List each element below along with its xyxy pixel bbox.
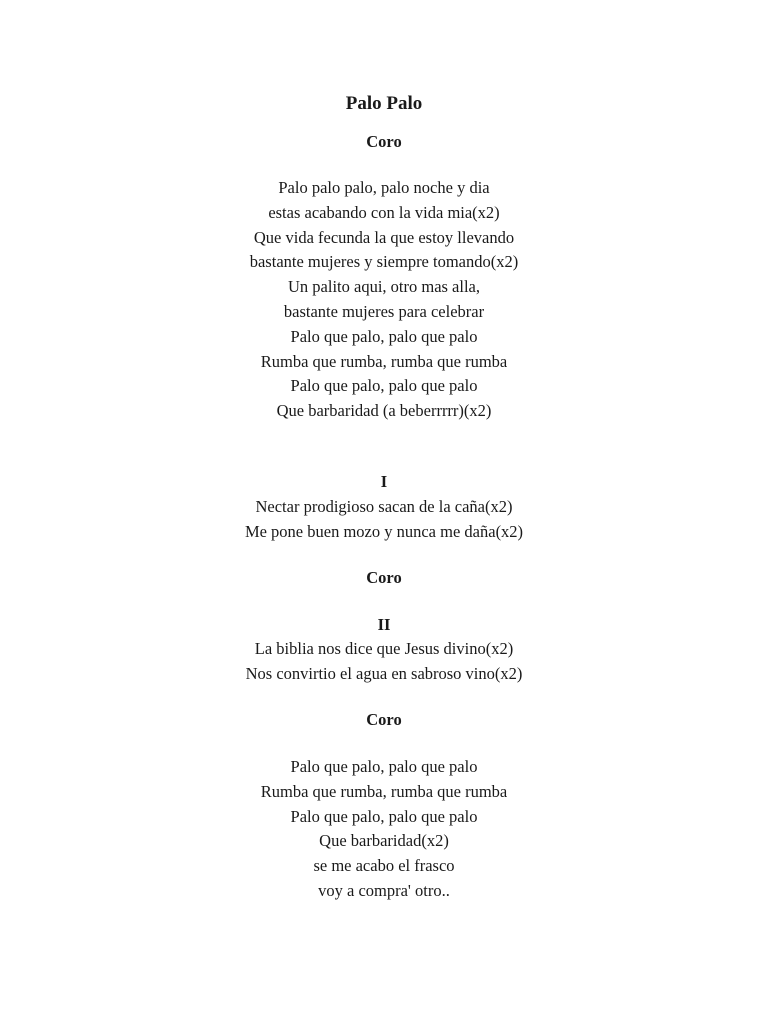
lyric-line: voy a compra' otro.. — [318, 880, 450, 900]
lyric-line: Palo que palo, palo que palo — [290, 376, 478, 396]
lyric-line: Nectar prodigioso sacan de la caña(x2) — [255, 497, 513, 516]
lyric-line: bastante mujeres para celebrar — [283, 301, 485, 321]
lyric-line: bastante mujeres y siempre tomando(x2) — [249, 252, 519, 272]
lyric-line: Que vida fecunda la que estoy llevando — [253, 227, 515, 247]
lyric-line: estas acabando con la vida mia(x2) — [268, 202, 500, 222]
section-heading-verse-1: I — [380, 472, 388, 491]
lyric-line: Palo palo palo, palo noche y dia — [278, 178, 490, 197]
lyric-line: Un palito aqui, otro mas alla, — [288, 277, 480, 297]
stanza-verse-1-lyrics — [0, 495, 768, 545]
stanza-closing-lyrics — [0, 755, 768, 904]
section-heading-verse-2: II — [377, 615, 391, 634]
lyric-line: Que barbaridad(x2) — [319, 831, 449, 851]
lyric-line: Palo que palo, palo que palo — [290, 806, 478, 826]
stanza-coro-lyrics — [0, 176, 768, 424]
lyric-line: Que barbaridad (a beberrrrr)(x2) — [276, 401, 492, 421]
song-title: Palo Palo — [345, 93, 423, 114]
lyric-line: se me acabo el frasco — [313, 856, 455, 876]
lyric-line: La biblia nos dice que Jesus divino(x2) — [254, 639, 514, 658]
lyric-line: Nos convirtio el agua en sabroso vino(x2) — [245, 663, 523, 683]
lyric-line: Rumba que rumba, rumba que rumba — [260, 351, 508, 371]
lyric-line: Rumba que rumba, rumba que rumba — [260, 781, 508, 801]
stanza-verse-2-lyrics — [0, 637, 768, 687]
section-heading-coro: Coro — [366, 132, 402, 151]
lyric-line: Palo que palo, palo que palo — [290, 326, 478, 346]
lyric-line: Me pone buen mozo y nunca me daña(x2) — [244, 521, 524, 541]
section-heading-coro-final: Coro — [366, 710, 402, 729]
section-heading-coro-repeat: Coro — [366, 568, 402, 587]
lyric-line: Palo que palo, palo que palo — [290, 757, 478, 776]
